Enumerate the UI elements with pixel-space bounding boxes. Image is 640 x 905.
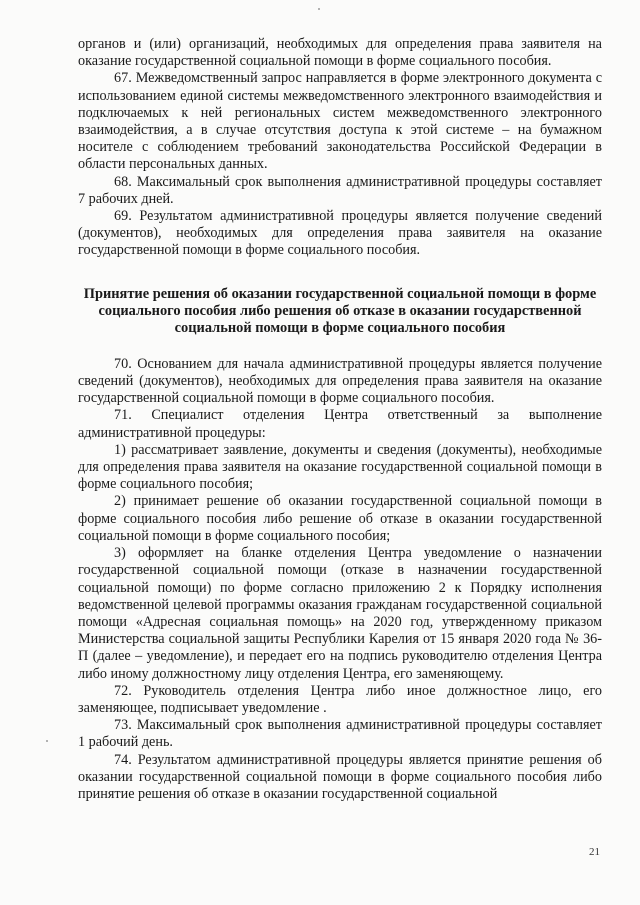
paragraph-70: 70. Основанием для начала административной процедуры является получение сведений (документов), необходимых для определения права заявителя на оказание государственной социальной помощи в форме социального пособия.: [78, 355, 602, 407]
section-heading: Принятие решения об оказании государственной социальной помощи в форме социального пособия либо решения об отказе в оказании государственной социальной помощи в форме социального пособия: [83, 285, 597, 337]
list-item-1: 1) рассматривает заявление, документы и сведения (документы), необходимые для определения права заявителя на оказание государственной социальной помощи в форме социального пособия;: [78, 441, 602, 493]
paragraph-69: 69. Результатом административной процедуры является получение сведений (документов), необходимых для определения права заявителя на оказание государственной помощи в форме социального пособия.: [78, 208, 602, 259]
paragraph-73: 73. Максимальный срок выполнения административной процедуры составляет 1 рабочий день.: [78, 717, 602, 751]
scan-speck: [46, 740, 48, 742]
paragraph-67: 67. Межведомственный запрос направляется в форме электронного документа с использованием единой системы межведомственного электронного взаимодействия и подключаемых к ней региональных систем межведомственного электронного взаимодействия, а в случае отсутствия доступа к этой системе – на бумажном носителе с соблюдением требований законодательства Российской Федерации в области персональных данных.: [78, 70, 602, 173]
paragraph-68: 68. Максимальный срок выполнения административной процедуры составляет 7 рабочих дней.: [78, 173, 602, 207]
page-number: 21: [589, 846, 600, 858]
scan-speck: [318, 8, 320, 10]
document-body: [78, 36, 602, 803]
list-item-2: 2) принимает решение об оказании государственной социальной помощи в форме социального пособия либо решение об отказе в оказании государственной социальной помощи в форме социального пособия;: [78, 493, 602, 544]
paragraph-72: 72. Руководитель отделения Центра либо иное должностное лицо, его заменяющее, подписывает уведомление .: [78, 682, 602, 716]
paragraph-74: 74. Результатом административной процедуры является принятие решения об оказании государственной социальной помощи в форме социального пособия либо принятие решения об отказе в оказании государственной социальной: [78, 751, 602, 802]
list-item-3: 3) оформляет на бланке отделения Центра уведомление о назначении государственной социальной помощи (отказе в назначении государственной социальной помощи) по форме согласно приложению 2 к Порядку исполнения ведомственной целевой программы оказания гражданам государственной социальной помощи «Адресная социальная помощь» на 2020 год, утвержденному приказом Министерства социальной защиты Республики Карелия от 15 января 2020 года № 36-П (далее – уведомление), и передает его на подпись руководителю отделения Центра либо иному должностному лицу отделения Центра, его заменяющему.: [78, 545, 602, 682]
paragraph-continuation: органов и (или) организаций, необходимых для определения права заявителя на оказание государственной социальной помощи в форме социального пособия.: [78, 36, 602, 70]
paragraph-71: 71. Специалист отделения Центра ответственный за выполнение административной процедуры:: [78, 407, 602, 441]
